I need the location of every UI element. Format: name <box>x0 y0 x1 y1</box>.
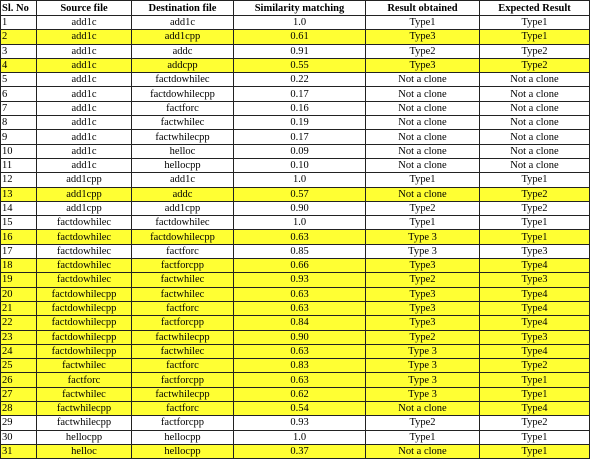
result-obtained-cell: Not a clone <box>366 402 480 416</box>
table-row <box>1 416 590 430</box>
result-obtained-cell: Type 3 <box>366 359 480 373</box>
result-obtained-cell: Not a clone <box>366 116 480 130</box>
expected-result-cell: Type4 <box>480 402 590 416</box>
result-obtained-cell: Not a clone <box>366 444 480 458</box>
table-row <box>1 359 590 373</box>
similarity-cell: 0.93 <box>234 416 366 430</box>
similarity-cell: 0.22 <box>234 73 366 87</box>
expected-result-cell: Type2 <box>480 359 590 373</box>
expected-result-cell: Type1 <box>480 387 590 401</box>
sl-no-cell: 20 <box>1 287 37 301</box>
source-file-cell: add1c <box>37 30 132 44</box>
result-obtained-cell: Type1 <box>366 216 480 230</box>
source-file-cell: add1c <box>37 73 132 87</box>
sl-no-cell: 4 <box>1 58 37 72</box>
source-file-cell: add1cpp <box>37 201 132 215</box>
expected-result-cell: Type1 <box>480 230 590 244</box>
result-obtained-cell: Type2 <box>366 201 480 215</box>
expected-result-cell: Type4 <box>480 344 590 358</box>
expected-result-cell: Type2 <box>480 187 590 201</box>
source-file-cell: factdowhilecpp <box>37 344 132 358</box>
result-obtained-cell: Type2 <box>366 416 480 430</box>
result-obtained-cell: Type 3 <box>366 344 480 358</box>
source-file-cell: add1c <box>37 144 132 158</box>
sl-no-cell: 23 <box>1 330 37 344</box>
destination-file-cell: addc <box>132 187 234 201</box>
header-source-file: Source file <box>37 1 132 16</box>
result-obtained-cell: Type 3 <box>366 230 480 244</box>
similarity-cell: 0.63 <box>234 373 366 387</box>
similarity-cell: 1.0 <box>234 216 366 230</box>
similarity-cell: 0.55 <box>234 58 366 72</box>
similarity-cell: 1.0 <box>234 173 366 187</box>
destination-file-cell: factforcpp <box>132 373 234 387</box>
source-file-cell: add1c <box>37 130 132 144</box>
table-row <box>1 158 590 172</box>
sl-no-cell: 22 <box>1 316 37 330</box>
sl-no-cell: 3 <box>1 44 37 58</box>
expected-result-cell: Not a clone <box>480 73 590 87</box>
expected-result-cell: Not a clone <box>480 158 590 172</box>
source-file-cell: factdowhilecpp <box>37 287 132 301</box>
similarity-cell: 0.93 <box>234 273 366 287</box>
source-file-cell: factdowhilecpp <box>37 301 132 315</box>
destination-file-cell: factwhilecpp <box>132 330 234 344</box>
table-body <box>1 16 590 459</box>
expected-result-cell: Type1 <box>480 216 590 230</box>
expected-result-cell: Type3 <box>480 330 590 344</box>
expected-result-cell: Type1 <box>480 30 590 44</box>
table-row <box>1 230 590 244</box>
similarity-cell: 0.90 <box>234 201 366 215</box>
table-row <box>1 330 590 344</box>
result-obtained-cell: Type3 <box>366 301 480 315</box>
expected-result-cell: Type1 <box>480 444 590 458</box>
similarity-cell: 0.63 <box>234 301 366 315</box>
result-obtained-cell: Type2 <box>366 273 480 287</box>
sl-no-cell: 16 <box>1 230 37 244</box>
destination-file-cell: add1cpp <box>132 201 234 215</box>
sl-no-cell: 17 <box>1 244 37 258</box>
similarity-cell: 0.91 <box>234 44 366 58</box>
sl-no-cell: 7 <box>1 101 37 115</box>
source-file-cell: add1c <box>37 87 132 101</box>
table-row <box>1 87 590 101</box>
header-similarity-matching: Similarity matching <box>234 1 366 16</box>
destination-file-cell: factdowhilec <box>132 73 234 87</box>
table-header-row <box>1 1 590 16</box>
destination-file-cell: factforc <box>132 301 234 315</box>
destination-file-cell: add1c <box>132 173 234 187</box>
source-file-cell: hellocpp <box>37 430 132 444</box>
similarity-cell: 0.90 <box>234 330 366 344</box>
result-obtained-cell: Not a clone <box>366 187 480 201</box>
destination-file-cell: factdowhilecpp <box>132 87 234 101</box>
similarity-cell: 0.63 <box>234 287 366 301</box>
sl-no-cell: 5 <box>1 73 37 87</box>
source-file-cell: add1c <box>37 116 132 130</box>
table-row <box>1 173 590 187</box>
result-obtained-cell: Not a clone <box>366 130 480 144</box>
similarity-cell: 0.84 <box>234 316 366 330</box>
table-row <box>1 201 590 215</box>
source-file-cell: factwhilec <box>37 359 132 373</box>
sl-no-cell: 25 <box>1 359 37 373</box>
table-row <box>1 430 590 444</box>
destination-file-cell: factforc <box>132 244 234 258</box>
sl-no-cell: 21 <box>1 301 37 315</box>
source-file-cell: factdowhilec <box>37 244 132 258</box>
sl-no-cell: 12 <box>1 173 37 187</box>
destination-file-cell: factwhilecpp <box>132 387 234 401</box>
similarity-cell: 0.66 <box>234 259 366 273</box>
table-row <box>1 259 590 273</box>
destination-file-cell: helloc <box>132 144 234 158</box>
source-file-cell: factwhilec <box>37 387 132 401</box>
expected-result-cell: Type1 <box>480 373 590 387</box>
source-file-cell: add1c <box>37 158 132 172</box>
expected-result-cell: Type4 <box>480 316 590 330</box>
sl-no-cell: 9 <box>1 130 37 144</box>
destination-file-cell: factwhilecpp <box>132 130 234 144</box>
destination-file-cell: hellocpp <box>132 430 234 444</box>
destination-file-cell: factforcpp <box>132 259 234 273</box>
source-file-cell: add1c <box>37 16 132 30</box>
similarity-cell: 0.16 <box>234 101 366 115</box>
source-file-cell: add1cpp <box>37 187 132 201</box>
table-row <box>1 287 590 301</box>
sl-no-cell: 19 <box>1 273 37 287</box>
destination-file-cell: hellocpp <box>132 158 234 172</box>
sl-no-cell: 1 <box>1 16 37 30</box>
destination-file-cell: factdowhilecpp <box>132 230 234 244</box>
expected-result-cell: Type3 <box>480 273 590 287</box>
sl-no-cell: 11 <box>1 158 37 172</box>
table-row <box>1 301 590 315</box>
table-row <box>1 344 590 358</box>
header-expected-result: Expected Result <box>480 1 590 16</box>
expected-result-cell: Type2 <box>480 58 590 72</box>
similarity-cell: 0.10 <box>234 158 366 172</box>
destination-file-cell: factforcpp <box>132 416 234 430</box>
source-file-cell: add1cpp <box>37 173 132 187</box>
table-row <box>1 130 590 144</box>
header-destination-file: Destination file <box>132 1 234 16</box>
similarity-cell: 0.17 <box>234 87 366 101</box>
table-row <box>1 316 590 330</box>
result-obtained-cell: Type3 <box>366 259 480 273</box>
sl-no-cell: 30 <box>1 430 37 444</box>
table-row <box>1 58 590 72</box>
header-result-obtained: Result obtained <box>366 1 480 16</box>
expected-result-cell: Not a clone <box>480 87 590 101</box>
sl-no-cell: 26 <box>1 373 37 387</box>
expected-result-cell: Not a clone <box>480 101 590 115</box>
sl-no-cell: 8 <box>1 116 37 130</box>
table-row <box>1 30 590 44</box>
result-obtained-cell: Type1 <box>366 16 480 30</box>
result-obtained-cell: Not a clone <box>366 101 480 115</box>
source-file-cell: factdowhilec <box>37 273 132 287</box>
expected-result-cell: Not a clone <box>480 116 590 130</box>
source-file-cell: factforc <box>37 373 132 387</box>
similarity-cell: 0.63 <box>234 344 366 358</box>
source-file-cell: add1c <box>37 101 132 115</box>
expected-result-cell: Type4 <box>480 287 590 301</box>
result-obtained-cell: Type1 <box>366 173 480 187</box>
similarity-cell: 0.54 <box>234 402 366 416</box>
table-row <box>1 101 590 115</box>
expected-result-cell: Type2 <box>480 44 590 58</box>
expected-result-cell: Type4 <box>480 301 590 315</box>
table-row <box>1 402 590 416</box>
table-row <box>1 44 590 58</box>
sl-no-cell: 15 <box>1 216 37 230</box>
expected-result-cell: Type4 <box>480 259 590 273</box>
sl-no-cell: 13 <box>1 187 37 201</box>
sl-no-cell: 14 <box>1 201 37 215</box>
similarity-cell: 0.83 <box>234 359 366 373</box>
table-row <box>1 244 590 258</box>
source-file-cell: factdowhilecpp <box>37 330 132 344</box>
table-row <box>1 273 590 287</box>
destination-file-cell: add1c <box>132 16 234 30</box>
similarity-cell: 0.57 <box>234 187 366 201</box>
sl-no-cell: 27 <box>1 387 37 401</box>
header-sl-no: Sl. No <box>1 1 37 16</box>
sl-no-cell: 24 <box>1 344 37 358</box>
similarity-cell: 0.63 <box>234 230 366 244</box>
expected-result-cell: Type3 <box>480 244 590 258</box>
destination-file-cell: factforc <box>132 359 234 373</box>
sl-no-cell: 2 <box>1 30 37 44</box>
destination-file-cell: factwhilec <box>132 116 234 130</box>
expected-result-cell: Not a clone <box>480 144 590 158</box>
result-obtained-cell: Type 3 <box>366 244 480 258</box>
result-obtained-cell: Not a clone <box>366 73 480 87</box>
similarity-cell: 0.37 <box>234 444 366 458</box>
table-row <box>1 216 590 230</box>
destination-file-cell: factwhilec <box>132 287 234 301</box>
result-obtained-cell: Type3 <box>366 316 480 330</box>
expected-result-cell: Type2 <box>480 201 590 215</box>
destination-file-cell: factwhilec <box>132 344 234 358</box>
table-row <box>1 116 590 130</box>
destination-file-cell: addc <box>132 44 234 58</box>
destination-file-cell: addcpp <box>132 58 234 72</box>
table-row <box>1 387 590 401</box>
sl-no-cell: 18 <box>1 259 37 273</box>
source-file-cell: factdowhilec <box>37 216 132 230</box>
table-row <box>1 73 590 87</box>
table-row <box>1 144 590 158</box>
sl-no-cell: 29 <box>1 416 37 430</box>
similarity-cell: 0.09 <box>234 144 366 158</box>
source-file-cell: add1c <box>37 44 132 58</box>
similarity-cell: 1.0 <box>234 430 366 444</box>
destination-file-cell: factforc <box>132 402 234 416</box>
source-file-cell: factdowhilec <box>37 230 132 244</box>
sl-no-cell: 10 <box>1 144 37 158</box>
result-obtained-cell: Type3 <box>366 287 480 301</box>
sl-no-cell: 28 <box>1 402 37 416</box>
similarity-cell: 0.61 <box>234 30 366 44</box>
table-row <box>1 373 590 387</box>
expected-result-cell: Not a clone <box>480 130 590 144</box>
destination-file-cell: factdowhilec <box>132 216 234 230</box>
result-obtained-cell: Type3 <box>366 30 480 44</box>
destination-file-cell: factforc <box>132 101 234 115</box>
similarity-cell: 0.62 <box>234 387 366 401</box>
result-obtained-cell: Type2 <box>366 330 480 344</box>
result-obtained-cell: Not a clone <box>366 158 480 172</box>
sl-no-cell: 31 <box>1 444 37 458</box>
similarity-cell: 0.85 <box>234 244 366 258</box>
result-obtained-cell: Type3 <box>366 58 480 72</box>
destination-file-cell: factforcpp <box>132 316 234 330</box>
expected-result-cell: Type1 <box>480 173 590 187</box>
destination-file-cell: add1cpp <box>132 30 234 44</box>
similarity-cell: 1.0 <box>234 16 366 30</box>
result-obtained-cell: Type 3 <box>366 387 480 401</box>
result-obtained-cell: Type 3 <box>366 373 480 387</box>
sl-no-cell: 6 <box>1 87 37 101</box>
source-file-cell: factwhilecpp <box>37 402 132 416</box>
similarity-cell: 0.19 <box>234 116 366 130</box>
table-row <box>1 16 590 30</box>
expected-result-cell: Type2 <box>480 416 590 430</box>
result-obtained-cell: Type2 <box>366 44 480 58</box>
table-row <box>1 444 590 458</box>
result-obtained-cell: Type1 <box>366 430 480 444</box>
destination-file-cell: factwhilec <box>132 273 234 287</box>
similarity-cell: 0.17 <box>234 130 366 144</box>
source-file-cell: helloc <box>37 444 132 458</box>
expected-result-cell: Type1 <box>480 430 590 444</box>
result-obtained-cell: Not a clone <box>366 87 480 101</box>
source-file-cell: factdowhilecpp <box>37 316 132 330</box>
source-file-cell: factdowhilec <box>37 259 132 273</box>
destination-file-cell: hellocpp <box>132 444 234 458</box>
result-obtained-cell: Not a clone <box>366 144 480 158</box>
source-file-cell: factwhilecpp <box>37 416 132 430</box>
table-row <box>1 187 590 201</box>
expected-result-cell: Type1 <box>480 16 590 30</box>
source-file-cell: add1c <box>37 58 132 72</box>
